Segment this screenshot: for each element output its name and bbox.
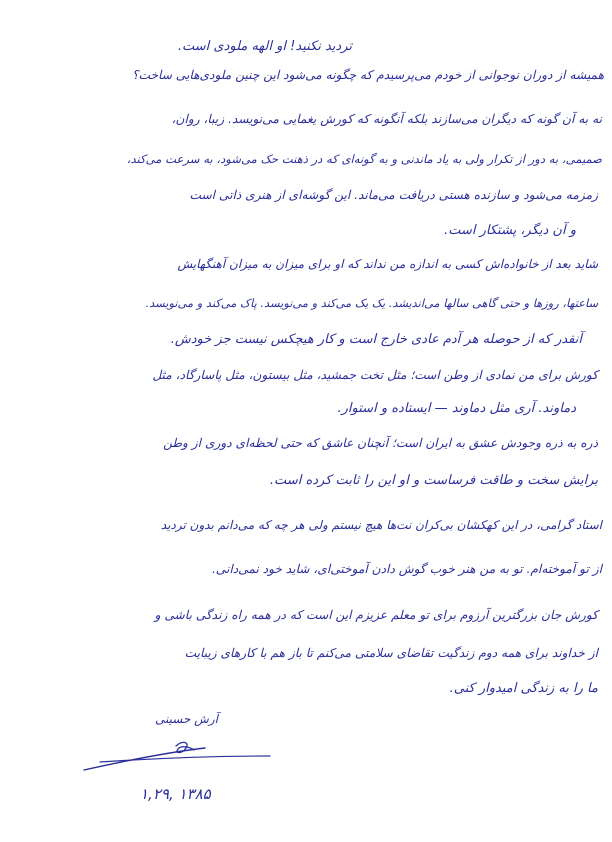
handwritten-signature [80,728,275,778]
letter-line: از تو آموخته‌ام. تو به من هنر خوب گوش دادن آموختی‌ای، شاید خود نمی‌دانی. [211,562,602,576]
letter-line: آنقدر که از حوصله هر آدم عادی خارج است و کار هیچکس نیست جز خودش. [170,332,582,347]
letter-line: کورش برای من نمادی از وطن است؛ مثل تخت جمشید، مثل بیستون، مثل پاسارگاد، مثل [152,368,598,382]
letter-line: زمزمه می‌شود و سازنده هستی دریافت می‌ماند. این گوشه‌ای از هنری ذاتی است [189,188,598,202]
letter-line: تردید نکنید! او الهه ملودی است. [177,39,352,54]
letter-line: و آن دیگر، پشتکار است. [444,223,576,238]
letter-line: استاد گرامی، در این کهکشان بی‌کران نت‌ها هیچ نیستم ولی هر چه که می‌دانم بدون تردید [160,518,602,532]
signature-date: ۱۳۸۵ ,۱,۲۹ [140,785,211,803]
letter-line: ذره به ذره وجودش عشق به ایران است؛ آنچنان عاشق که حتی لحظه‌ای دوری از وطن [163,436,598,450]
letter-line: شاید بعد از خانواده‌اش کسی به اندازه من نداند که او برای میزان به میزان آهنگهایش [177,257,598,271]
signer-name: آرش حسینی [155,712,218,726]
letter-line: همیشه از دوران نوجوانی از خودم می‌پرسیدم که چگونه می‌شود این چنین ملودی‌هایی ساخت؟ [132,68,604,82]
letter-line: ساعتها، روزها و حتی گاهی سالها می‌اندیشد. یک یک می‌کند و می‌نویسد. پاک می‌کند و می‌نویسد. [145,296,598,310]
letter-line: کورش جان بزرگترین آرزوم برای تو معلم عزیزم این است که در همه راه زندگی باشی و [154,608,598,622]
letter-line: برایش سخت و طاقت فرساست و او این را ثابت کرده است. [269,473,598,488]
letter-line: نه به آن گونه که دیگران می‌سازند بلکه آنگونه که کورش یغمایی می‌نویسد. زیبا، روان، [171,112,602,126]
letter-line: از خداوند برای همه دوم زندگیت تقاضای سلامتی می‌کنم تا باز هم با کارهای زیبایت [184,646,598,660]
letter-line: دماوند. آری مثل دماوند — ایستاده و استوار. [337,401,576,416]
letter-line: صمیمی، به دور از تکرار ولی به یاد ماندنی و به گونه‌ای که در ذهنت حک می‌شود، به سرعت می‌کند، [126,152,602,166]
letter-line: ما را به زندگی امیدوار کنی. [449,681,598,696]
